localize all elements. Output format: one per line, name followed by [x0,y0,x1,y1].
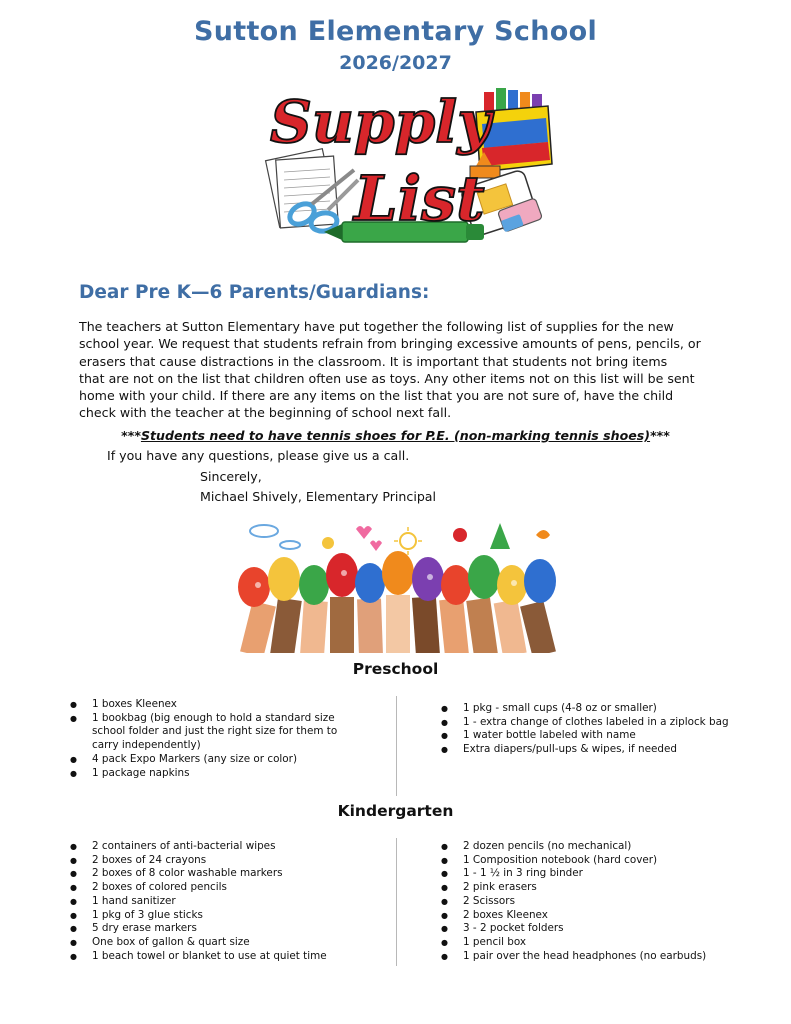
supply-item-line: ● 1 bookbag (big enough to hold a standard size [92,711,335,724]
supply-item: ● 2 boxes of colored pencils [70,881,390,895]
paper-stack-icon [266,149,339,228]
supply-item: ● 1 - 1 ½ in 3 ring binder [441,867,761,881]
logo-word-supply: Supply [270,88,491,156]
supply-item: ● 1 water bottle labeled with name [441,729,761,743]
note-asterisks: *** [121,428,141,443]
supply-item: ● 1 pkg of 3 glue sticks [70,909,390,923]
supply-item-line: carry independently) [92,739,201,752]
supply-item: ● 1 boxes Kleenex [70,698,370,712]
logo-word-list: List [354,162,485,235]
intro-line: check with the teacher at the beginning of school next fall. [79,405,452,421]
intro-line: that are not on the list that children often use as toys. Any other items not on this list will be sent [79,370,695,386]
intro-line: home with your child. If there are any items on the list that you are not sure of, have the child [79,388,674,404]
supply-item: ● Extra diapers/pull-ups & wipes, if needed [441,743,761,757]
supply-item: ● 2 boxes Kleenex [441,909,761,923]
tennis-shoes-text: Students need to have tennis shoes for P.E. (non-marking tennis shoes) [140,428,651,443]
preschool-list-right [441,702,761,757]
supply-item: ● 2 dozen pencils (no mechanical) [441,840,761,854]
supply-item: ● 3 - 2 pocket folders [441,922,761,936]
intro-line: school year. We request that students refrain from bringing excessive amounts of pens, pencils, or [79,336,701,352]
raised-hands-illustration [232,515,567,653]
supply-item-line: school folder and just the right size for them to [92,725,338,738]
supply-item: ● 1 - extra change of clothes labeled in a ziplock bag [441,716,761,730]
supply-item: ● 1 hand sanitizer [70,895,390,909]
kindergarten-list-right [441,840,761,963]
supply-item: ● 1 beach towel or blanket to use at quiet time [70,950,390,964]
kindergarten-list-left [70,840,390,963]
doodle-icons [250,523,550,555]
school-year: 2026/2027 [339,52,452,74]
supply-item: ● 1 pair over the head headphones (no earbuds) [441,950,761,964]
letter-intro [79,318,729,422]
supply-item: ● 1 pkg - small cups (4-8 oz or smaller) [441,702,761,716]
column-divider [396,838,397,966]
supply-item: ● 1 Composition notebook (hard cover) [441,854,761,868]
note-asterisks: *** [650,428,670,443]
tennis-shoes-note [0,428,791,443]
supply-item: ● 2 containers of anti-bacterial wipes [70,840,390,854]
column-divider [396,696,397,796]
supply-item: ● 2 boxes of 24 crayons [70,854,390,868]
supply-item: ● 5 dry erase markers [70,922,390,936]
questions-line: If you have any questions, please give us a call. [107,448,410,463]
supply-item: ● 2 Scissors [441,895,761,909]
preschool-list-left [70,698,370,780]
school-name: Sutton Elementary School [194,16,597,47]
supply-item: ● 2 boxes of 8 color washable markers [70,867,390,881]
supply-item [70,712,370,753]
kindergarten-heading: Kindergarten [337,802,454,820]
supply-list-logo [262,82,554,250]
letter-signature: Michael Shively, Elementary Principal [200,489,437,504]
intro-line: erasers that cause distractions in the classroom. It is important that students not bring items [79,353,668,369]
intro-line: The teachers at Sutton Elementary have put together the following list of supplies for the new [79,319,674,334]
letter-closing: Sincerely, [200,469,262,484]
supply-item: ● 1 package napkins [70,767,370,781]
letter-greeting: Dear Pre K—6 Parents/Guardians: [79,282,430,303]
preschool-heading: Preschool [352,660,439,678]
supply-item: ● One box of gallon & quart size [70,936,390,950]
supply-item: ● 1 pencil box [441,936,761,950]
supply-item: ● 2 pink erasers [441,881,761,895]
supply-item: ● 4 pack Expo Markers (any size or color) [70,753,370,767]
